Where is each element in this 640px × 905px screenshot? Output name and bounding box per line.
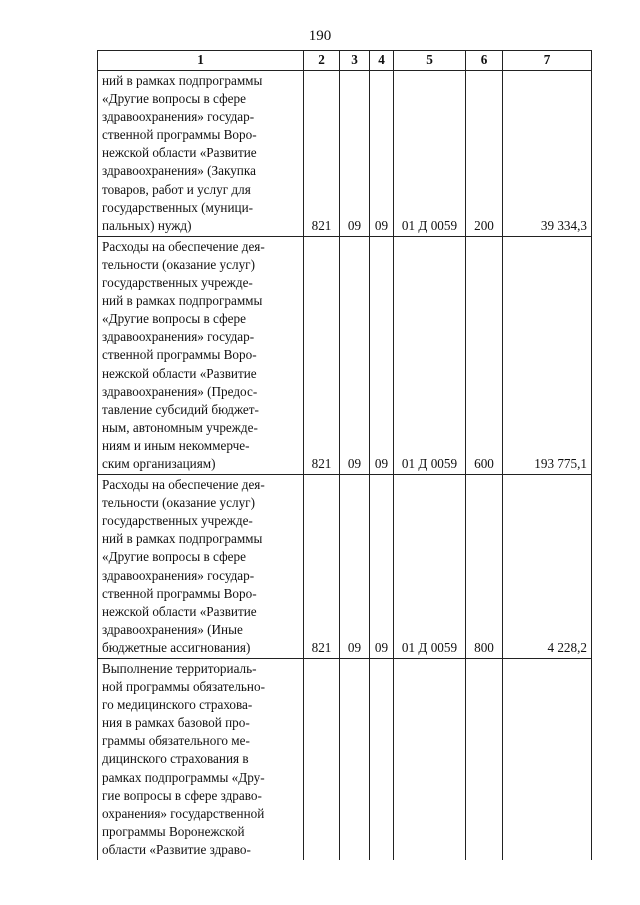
row-description: Расходы на обеспечение дея- тельности (оказание услуг) государственных учрежде- ний в рамках подпрограммы «Другие вопросы в сфере здравоохранения» государ- ственной программы Воро- нежской области «Развитие здравоохранения» (Иные бюджетные ассигнования) xyxy=(98,475,304,659)
column-header-7: 7 xyxy=(503,51,592,71)
section-code: 09 xyxy=(340,71,370,237)
amount xyxy=(503,659,592,861)
target-article-code xyxy=(394,659,466,861)
column-header-2: 2 xyxy=(304,51,340,71)
header-row xyxy=(98,51,592,71)
column-header-3: 3 xyxy=(340,51,370,71)
row-description: Выполнение территориаль- ной программы обязательно- го медицинского страхова- ния в рамках базовой про- граммы обязательного ме- дицинского страхования в рамках подпрограммы «Дру- гие вопросы в сфере здраво- охранения» государственной программы Воронежской области «Развитие здраво- xyxy=(98,659,304,861)
budget-table xyxy=(97,50,592,860)
page-number: 190 xyxy=(308,28,332,44)
expense-type-code: 800 xyxy=(466,475,503,659)
amount: 193 775,1 xyxy=(503,236,592,474)
table-row xyxy=(98,236,592,474)
subsection-code: 09 xyxy=(370,236,394,474)
column-header-5: 5 xyxy=(394,51,466,71)
amount: 39 334,3 xyxy=(503,71,592,237)
row-description: ний в рамках подпрограммы «Другие вопросы в сфере здравоохранения» государ- ственной программы Воро- нежской области «Развитие здравоохранения» (Закупка товаров, работ и услуг для государственных (муници- пальных) нужд) xyxy=(98,71,304,237)
column-header-4: 4 xyxy=(370,51,394,71)
ministry-code: 821 xyxy=(304,236,340,474)
table-row xyxy=(98,475,592,659)
table-row xyxy=(98,659,592,861)
row-description: Расходы на обеспечение дея- тельности (оказание услуг) государственных учрежде- ний в рамках подпрограммы «Другие вопросы в сфере здравоохранения» государ- ственной программы Воро- нежской области «Развитие здравоохранения» (Предос- тавление субсидий бюджет- ным, автономным учрежде- ниям и иным некоммерче- ским организациям) xyxy=(98,236,304,474)
ministry-code: 821 xyxy=(304,475,340,659)
table-row xyxy=(98,71,592,237)
section-code xyxy=(340,659,370,861)
ministry-code: 821 xyxy=(304,71,340,237)
subsection-code: 09 xyxy=(370,475,394,659)
target-article-code: 01 Д 0059 xyxy=(394,475,466,659)
amount: 4 228,2 xyxy=(503,475,592,659)
section-code: 09 xyxy=(340,236,370,474)
subsection-code xyxy=(370,659,394,861)
column-header-6: 6 xyxy=(466,51,503,71)
subsection-code: 09 xyxy=(370,71,394,237)
expense-type-code: 600 xyxy=(466,236,503,474)
ministry-code xyxy=(304,659,340,861)
expense-type-code: 200 xyxy=(466,71,503,237)
column-header-1: 1 xyxy=(98,51,304,71)
target-article-code: 01 Д 0059 xyxy=(394,71,466,237)
target-article-code: 01 Д 0059 xyxy=(394,236,466,474)
section-code: 09 xyxy=(340,475,370,659)
expense-type-code xyxy=(466,659,503,861)
